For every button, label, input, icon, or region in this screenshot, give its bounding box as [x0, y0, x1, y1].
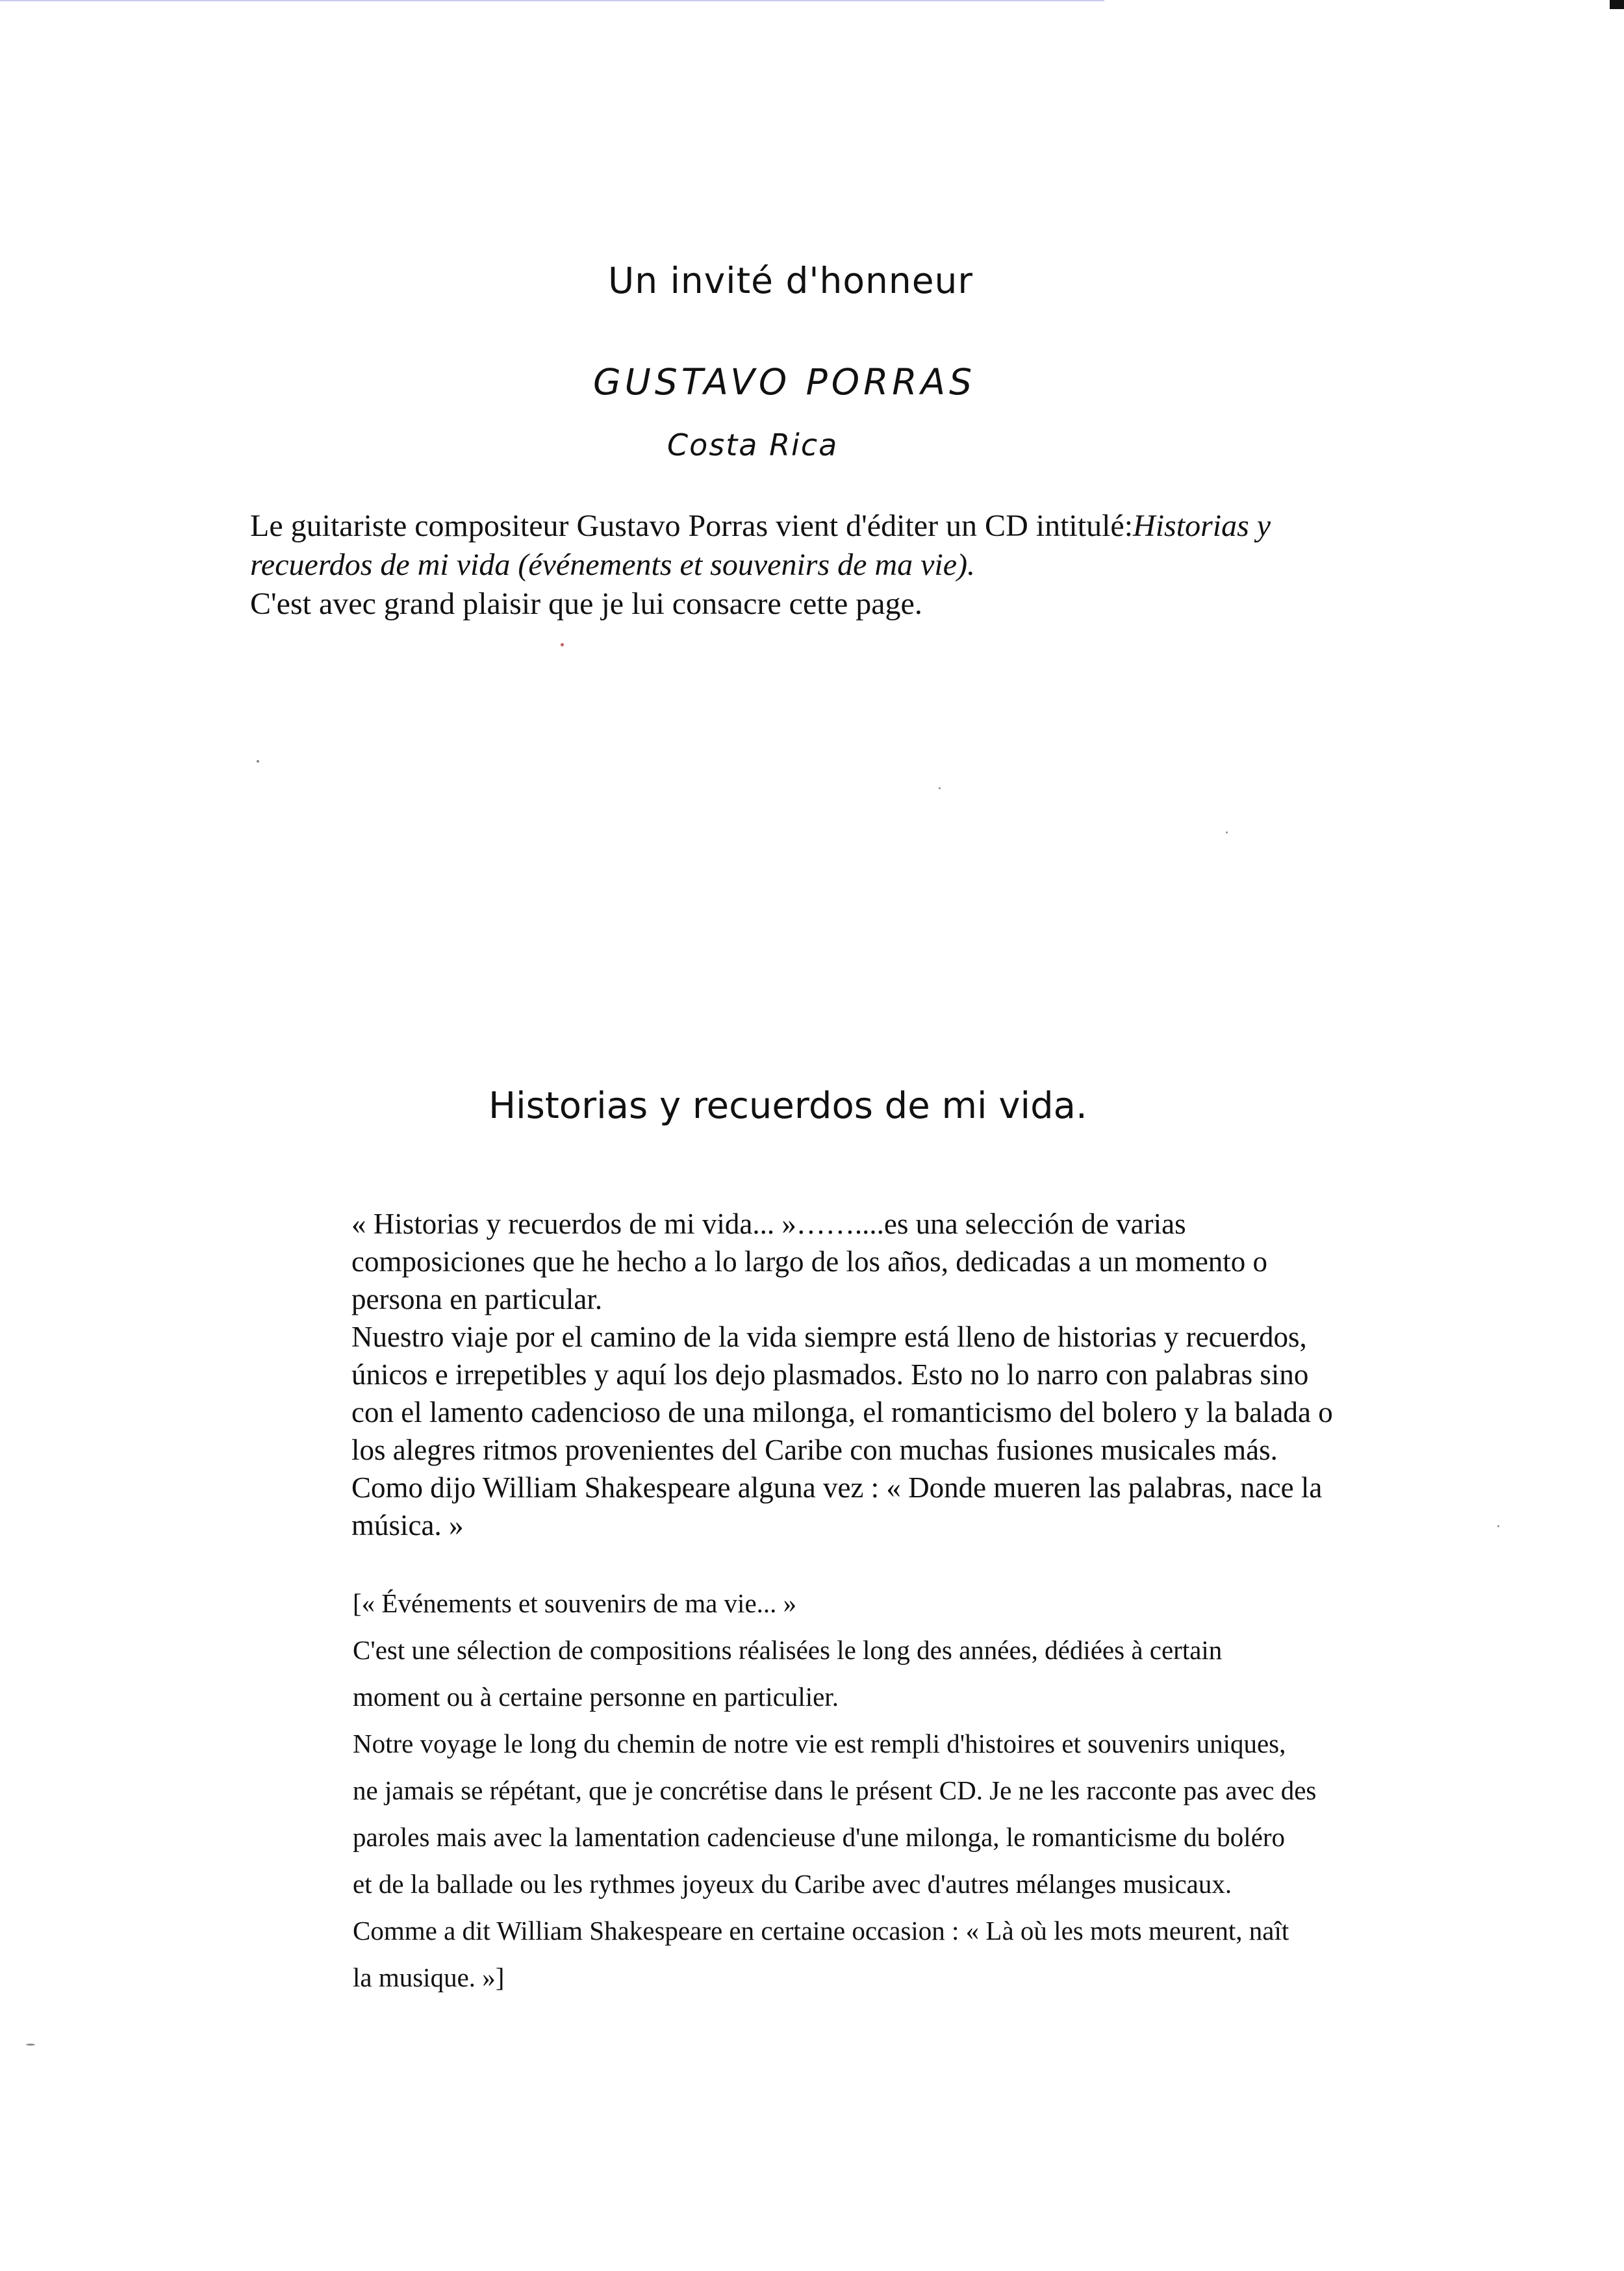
spanish-paragraph: [351, 1205, 1521, 1544]
scan-speck: [26, 2044, 35, 2046]
spanish-line: persona en particular.: [351, 1283, 603, 1315]
spanish-line: con el lamento cadencioso de una milonga, el romanticismo del bolero y la balada o: [351, 1396, 1333, 1428]
french-line: paroles mais avec la lamentation cadencieuse d'une milonga, le romanticisme du boléro: [353, 1822, 1286, 1852]
french-paragraph: [353, 1580, 1522, 2001]
spanish-line: composiciones que he hecho a lo largo de los años, dedicadas a un momento o: [351, 1245, 1268, 1278]
french-line: Notre voyage le long du chemin de notre vie est rempli d'histoires et souvenirs uniques,: [353, 1729, 1286, 1758]
intro-paragraph: [250, 507, 1471, 624]
intro-line: [250, 546, 1471, 585]
scan-corner-mark: [1610, 0, 1624, 9]
scan-speck: [257, 760, 259, 763]
intro-line-text: Le guitariste compositeur Gustavo Porras vient d'éditer un CD intitulé:: [250, 509, 1134, 543]
intro-line: C'est avec grand plaisir que je lui consacre cette page.: [250, 587, 922, 621]
scan-speck: [939, 787, 941, 789]
french-line: moment ou à certaine personne en particulier.: [353, 1682, 839, 1712]
scan-edge-line: [0, 0, 1104, 1]
french-line: C'est une sélection de compositions réalisées le long des années, dédiées à certain: [353, 1635, 1223, 1665]
spanish-line: « Historias y recuerdos de mi vida... »……....es una selección de varias: [351, 1208, 1186, 1240]
guest-country: Costa Rica: [667, 427, 839, 463]
section-title: Historias y recuerdos de mi vida.: [488, 1085, 1087, 1127]
french-line: [« Événements et souvenirs de ma vie... »: [353, 1588, 797, 1618]
cd-title-part2: recuerdos de mi vida (événements et souvenirs de ma vie).: [250, 548, 976, 582]
french-line: ne jamais se répétant, que je concrétise dans le présent CD. Je ne les racconte pas avec des: [353, 1775, 1317, 1805]
spanish-line: Como dijo William Shakespeare alguna vez : « Donde mueren las palabras, nace la: [351, 1471, 1323, 1504]
scan-speck: [561, 643, 564, 646]
french-line: la musique. »]: [353, 1962, 505, 1992]
french-line: et de la ballade ou les rythmes joyeux du Caribe avec d'autres mélanges musicaux.: [353, 1869, 1232, 1899]
cd-title-part1: Historias y: [1133, 509, 1271, 543]
invite-heading: Un invité d'honneur: [608, 260, 974, 301]
spanish-line: únicos e irrepetibles y aquí los dejo plasmados. Esto no lo narro con palabras sino: [351, 1358, 1309, 1391]
scan-speck: [1226, 831, 1228, 833]
intro-line: [250, 507, 1471, 546]
spanish-line: Nuestro viaje por el camino de la vida siempre está lleno de historias y recuerdos,: [351, 1321, 1307, 1353]
french-line: Comme a dit William Shakespeare en certaine occasion : « Là où les mots meurent, naît: [353, 1916, 1289, 1946]
spanish-line: los alegres ritmos provenientes del Caribe con muchas fusiones musicales más.: [351, 1434, 1278, 1466]
spanish-line: música. »: [351, 1509, 464, 1541]
guest-name: GUSTAVO PORRAS: [593, 361, 976, 403]
